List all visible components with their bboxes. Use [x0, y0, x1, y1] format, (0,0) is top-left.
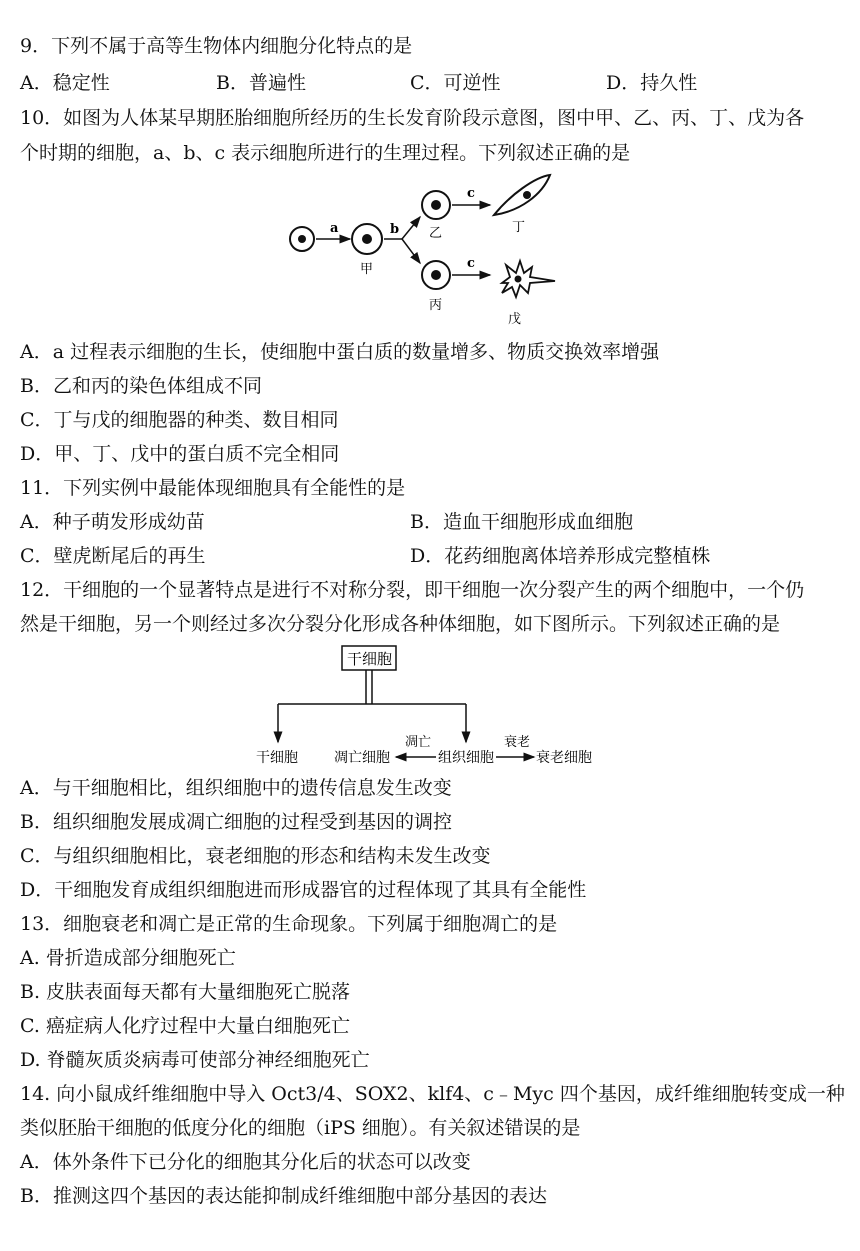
- q12-stem-cell-diagram: [250, 642, 600, 770]
- q14-stem-line1: 14. 向小鼠成纤维细胞中导入 Oct3/4、SOX2、klf4、c﹣Myc 四个基因，成纤维细胞转变成一种: [20, 1083, 845, 1105]
- arrow-b-down: [402, 239, 420, 263]
- q13-option-d: D. 脊髓灰质炎病毒可使部分神经细胞死亡: [20, 1049, 370, 1071]
- label-c-lower: c: [467, 256, 475, 271]
- label-b: b: [390, 222, 400, 237]
- q9-option-c: C．可逆性: [410, 72, 501, 94]
- q10-cell-diagram: [280, 165, 580, 330]
- q12-option-a: A．与干细胞相比，组织细胞中的遗传信息发生改变: [20, 777, 452, 799]
- label-ding: 丁: [512, 220, 526, 235]
- aged-cell-label: 衰老细胞: [536, 750, 592, 766]
- tissue-cell-label: 组织细胞: [438, 750, 494, 766]
- q10-stem-line2: 个时期的细胞，a、b、c 表示细胞所进行的生理过程。下列叙述正确的是: [20, 142, 631, 164]
- arrow-b-up: [402, 217, 420, 239]
- q11-option-d: D．花药细胞离体培养形成完整植株: [410, 545, 711, 567]
- cell-ding: [494, 175, 550, 215]
- top-stem-cell-label: 干细胞: [347, 650, 393, 668]
- label-jia: 甲: [360, 262, 374, 277]
- q10-stem-line1: 10．如图为人体某早期胚胎细胞所经历的生长发育阶段示意图，图中甲、乙、丙、丁、戊为各: [20, 107, 805, 129]
- label-yi: 乙: [429, 226, 443, 241]
- cell-yi: [422, 191, 450, 219]
- left-stem-cell-label: 干细胞: [256, 750, 298, 766]
- apoptotic-cell-label: 凋亡细胞: [334, 750, 390, 766]
- cell-wu: [502, 261, 555, 297]
- q12-stem-line1: 12．干细胞的一个显著特点是进行不对称分裂，即干细胞一次分裂产生的两个细胞中，一个仍: [20, 579, 805, 601]
- q14-option-a: A．体外条件下已分化的细胞其分化后的状态可以改变: [20, 1151, 471, 1173]
- q11-option-a: A．种子萌发形成幼苗: [20, 511, 205, 533]
- label-wu: 戊: [508, 312, 522, 327]
- q9-option-b: B．普遍性: [216, 72, 306, 94]
- q10-option-b: B．乙和丙的染色体组成不同: [20, 375, 262, 397]
- q12-option-b: B．组织细胞发展成凋亡细胞的过程受到基因的调控: [20, 811, 452, 833]
- q11-stem: 11．下列实例中最能体现细胞具有全能性的是: [20, 477, 406, 499]
- q10-option-d: D．甲、丁、戊中的蛋白质不完全相同: [20, 443, 340, 465]
- q9-stem: 9．下列不属于高等生物体内细胞分化特点的是: [20, 35, 413, 57]
- apoptosis-arrow-label: 凋亡: [405, 735, 432, 750]
- cell-jia: [352, 224, 382, 254]
- q9-option-a: A．稳定性: [20, 72, 110, 94]
- q14-option-b: B．推测这四个基因的表达能抑制成纤维细胞中部分基因的表达: [20, 1185, 547, 1207]
- cell-bing: [422, 261, 450, 289]
- initial-cell: [290, 227, 314, 251]
- q9-option-d: D．持久性: [606, 72, 698, 94]
- q11-option-c: C．壁虎断尾后的再生: [20, 545, 206, 567]
- aging-arrow-label: 衰老: [504, 735, 531, 750]
- label-a: a: [330, 221, 339, 236]
- q14-stem-line2: 类似胚胎干细胞的低度分化的细胞（iPS 细胞）。有关叙述错误的是: [20, 1117, 581, 1139]
- q11-option-b: B．造血干细胞形成血细胞: [410, 511, 633, 533]
- label-c-upper: c: [467, 186, 475, 201]
- q13-stem: 13．细胞衰老和凋亡是正常的生命现象。下列属于细胞凋亡的是: [20, 913, 558, 935]
- q10-option-c: C．丁与戊的细胞器的种类、数目相同: [20, 409, 339, 431]
- label-bing: 丙: [429, 298, 443, 313]
- q12-option-c: C．与组织细胞相比，衰老细胞的形态和结构未发生改变: [20, 845, 491, 867]
- q13-option-b: B. 皮肤表面每天都有大量细胞死亡脱落: [20, 981, 351, 1003]
- q10-option-a: A．a 过程表示细胞的生长，使细胞中蛋白质的数量增多、物质交换效率增强: [20, 341, 660, 363]
- q13-option-c: C. 癌症病人化疗过程中大量白细胞死亡: [20, 1015, 350, 1037]
- q13-option-a: A. 骨折造成部分细胞死亡: [20, 947, 236, 969]
- q12-stem-line2: 然是干细胞，另一个则经过多次分裂分化形成各种体细胞，如下图所示。下列叙述正确的是: [20, 613, 781, 635]
- q12-option-d: D．干细胞发育成组织细胞进而形成器官的过程体现了其具有全能性: [20, 879, 587, 901]
